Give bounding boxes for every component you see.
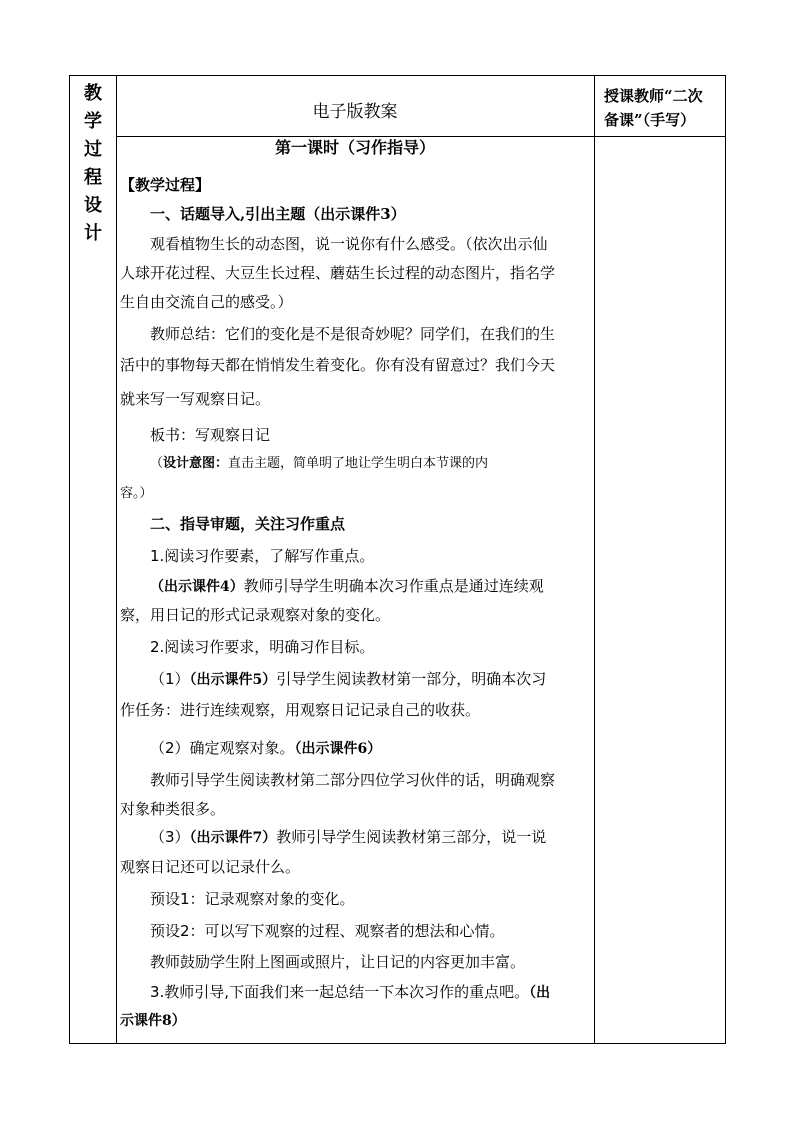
table-bottom-border (69, 1043, 726, 1044)
side-label-char: 学 (84, 111, 102, 132)
paragraph-line: 教师总结：它们的变化是不是很奇妙呢？同学们，在我们的生 (150, 325, 556, 343)
courseware-ref: （出示课件6） (294, 741, 382, 757)
item-2-2 (120, 737, 590, 761)
lesson-title: 第一课时（习作指导） (274, 138, 435, 157)
item-text: 3.教师引导,下面我们来一起总结一下本次习作的重点吧。 (150, 983, 530, 1001)
design-intent-note (120, 452, 590, 475)
preset-1: 预设1：记录观察对象的变化。 (150, 890, 355, 908)
paragraph-line: 作任务：进行连续观察，用观察日记记录自己的收获。 (120, 701, 481, 719)
header-electronic-plan: 电子版教案 (312, 102, 398, 122)
paragraph-line: 观看植物生长的动态图，说一说你有什么感受。（依次出示仙 (150, 235, 548, 253)
paragraph-line: 观察日记还可以记录什么。 (120, 858, 301, 876)
item-text: （2）确定观察对象。 (150, 739, 295, 757)
item-1: 1.阅读习作要素，了解写作重点。 (150, 547, 375, 565)
paragraph-line: 生自由交流自己的感受。） (120, 293, 293, 311)
preset-2: 预设2：可以写下观察的过程、观察者的想法和心情。 (150, 922, 505, 940)
note-text: 直击主题，简单明了地让学生明白本节课的内 (228, 456, 489, 471)
item-text: 引导学生阅读教材第一部分，明确本次习 (276, 670, 547, 688)
item-1-detail (120, 575, 590, 599)
item-3 (120, 981, 590, 1005)
header-right-line-2: 备课”（手写） (604, 111, 696, 129)
side-label-char: 教 (84, 83, 102, 104)
item-text: 教师引导学生阅读教材第三部分，说一说 (276, 828, 547, 846)
paragraph-line: 对象种类很多。 (120, 800, 226, 818)
table-col-divider-1 (116, 75, 117, 1044)
side-label-char: 计 (84, 223, 102, 244)
side-label-char: 程 (84, 167, 102, 188)
section-2-heading: 二、指导审题，关注习作重点 (150, 515, 346, 533)
paragraph-line: 就来写一写观察日记。 (120, 390, 271, 408)
item-2-3 (120, 826, 590, 850)
table-top-border (69, 75, 726, 76)
paragraph-line: 人球开花过程、大豆生长过程、蘑菇生长过程的动态图片，指名学 (120, 264, 556, 282)
section-1-heading: 一、话题导入,引出主题（出示课件3） (150, 205, 406, 223)
table-right-border (725, 75, 726, 1044)
item-number: （3） (150, 828, 190, 846)
courseware-ref: （出示课件4） (150, 579, 244, 595)
item-text: 教师引导学生明确本次习作重点是通过连续观 (243, 577, 544, 595)
side-label-teaching-process-design (70, 80, 116, 248)
item-2-1 (120, 668, 590, 692)
courseware-ref: （出示课件5） (189, 672, 277, 688)
courseware-ref-end: 示课件8） (120, 1013, 186, 1029)
header-right-line-1: 授课教师“二次 (604, 87, 703, 105)
courseware-ref: （出 (529, 985, 551, 1001)
side-label-char: 过 (84, 139, 102, 160)
header-second-preparation (604, 84, 722, 132)
blackboard-note: 板书：写观察日记 (150, 426, 271, 444)
section-label: 【教学过程】 (120, 176, 211, 194)
note-bracket: （ (150, 456, 164, 471)
item-number: （1） (150, 670, 190, 688)
paragraph-line: 察，用日记的形式记录观察对象的变化。 (120, 606, 391, 624)
paragraph-line: 教师引导学生阅读教材第二部分四位学习伙伴的话，明确观察 (150, 771, 556, 789)
paragraph-line: 活中的事物每天都在悄悄发生着变化。你有没有留意过？我们今天 (120, 356, 556, 374)
courseware-ref: （出示课件7） (189, 830, 277, 846)
note-label: 设计意图： (163, 456, 229, 471)
design-intent-note-end: 容。） (120, 486, 153, 501)
item-2: 2.阅读习作要求，明确习作目标。 (150, 638, 375, 656)
teacher-encouragement: 教师鼓励学生附上图画或照片，让日记的内容更加丰富。 (150, 953, 526, 971)
table-col-divider-2 (594, 75, 595, 1044)
side-label-char: 设 (84, 195, 102, 216)
